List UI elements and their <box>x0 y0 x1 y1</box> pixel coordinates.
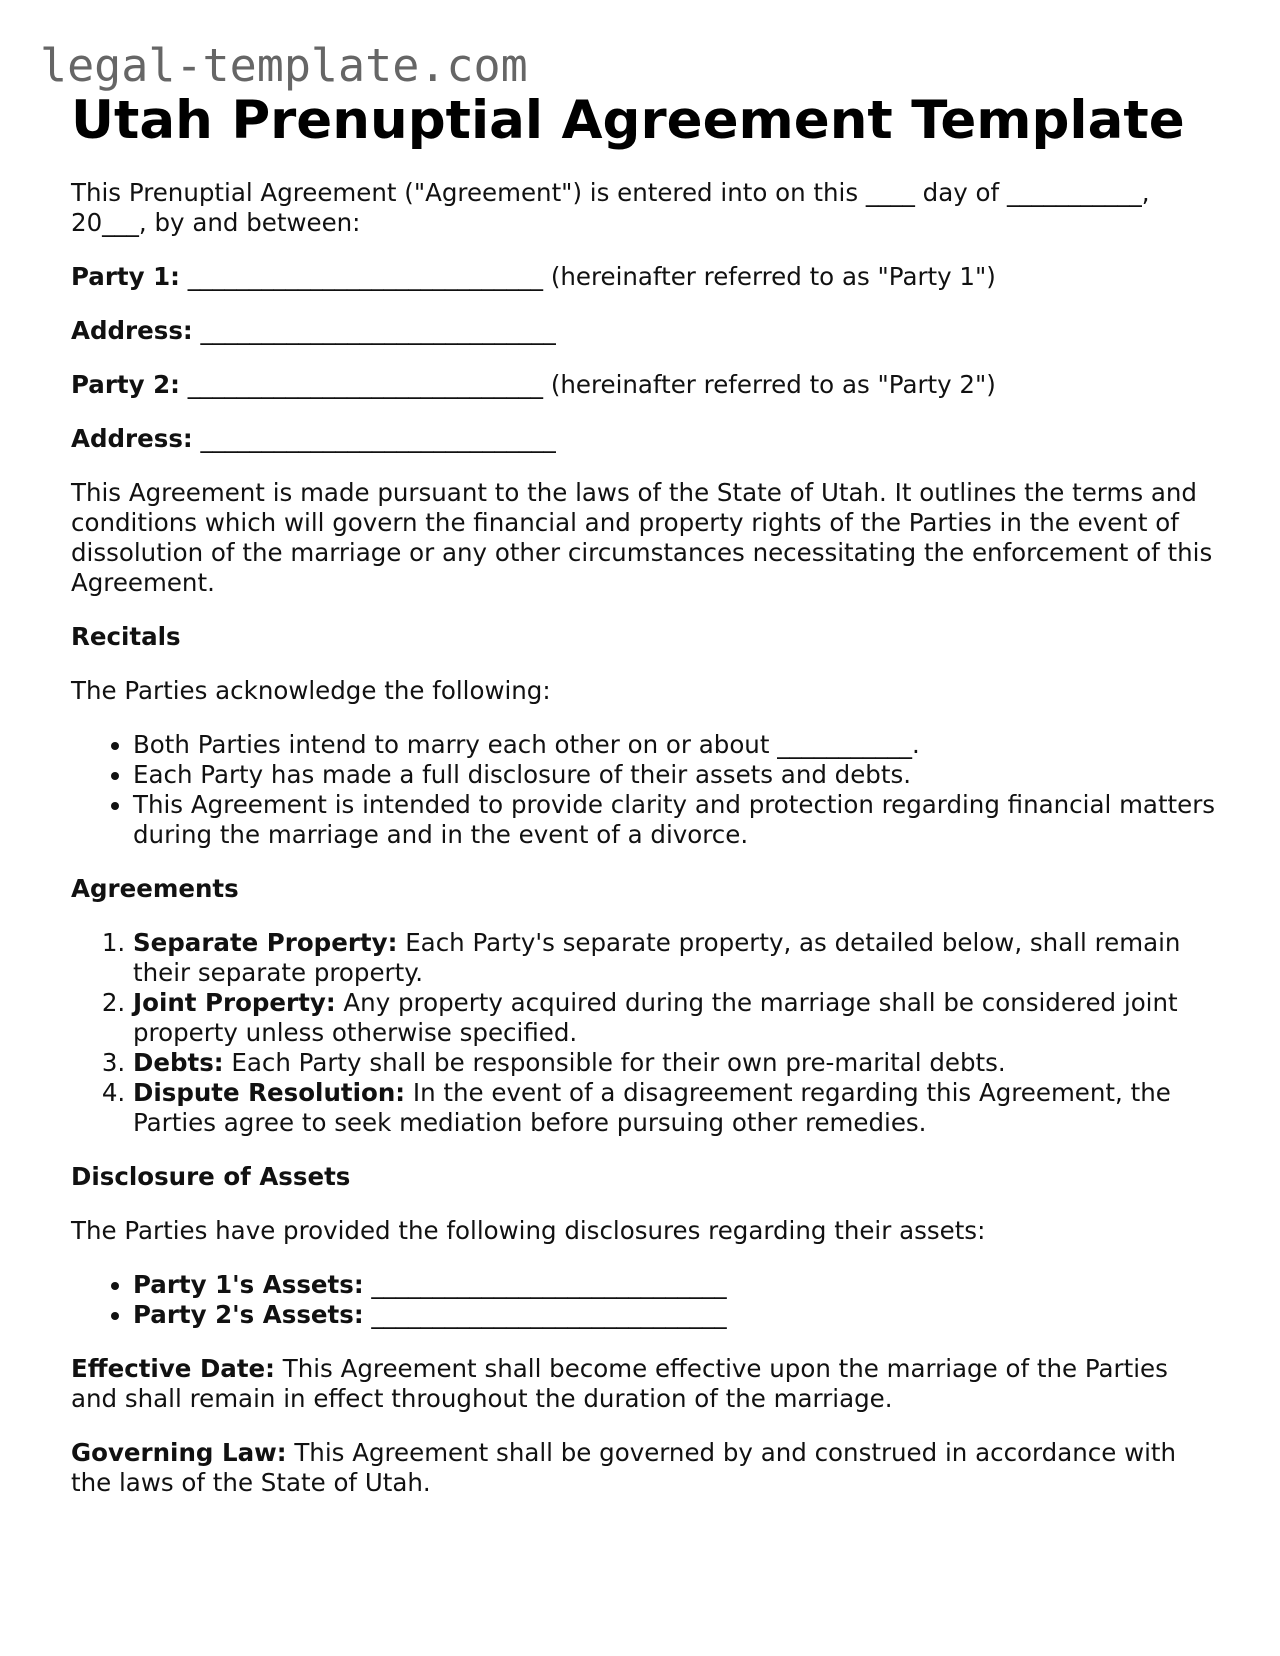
address2-label: Address: <box>71 424 193 453</box>
asset-label: Party 2's Assets: <box>133 1300 364 1329</box>
address2-value: _____________________________ <box>200 424 556 453</box>
intro-paragraph: This Prenuptial Agreement ("Agreement") is entered into on this ____ day of ___________, 20___, by and between: <box>71 178 1150 237</box>
document-title: Utah Prenuptial Agreement Template <box>71 90 1185 151</box>
agreements-heading: Agreements <box>71 874 239 903</box>
recitals-lead: The Parties acknowledge the following: <box>71 676 551 705</box>
effective-date-label: Effective Date: <box>71 1354 275 1383</box>
term-text: Each Party's separate property, as detailed below, shall remain their separate property. <box>133 928 1181 987</box>
governing-law-text: This Agreement shall be governed by and construed in accordance with the laws of the State of Utah. <box>71 1438 1177 1497</box>
recitals-list <box>71 730 1221 850</box>
asset-value: _____________________________ <box>371 1300 727 1329</box>
address1-field <box>71 316 1221 346</box>
term-text: Each Party shall be responsible for their own pre-marital debts. <box>231 1048 1006 1077</box>
list-item <box>133 1078 1221 1138</box>
term-label: Dispute Resolution: <box>133 1078 406 1107</box>
list-item: • Each Party has made a full disclosure of their assets and debts. <box>133 760 1221 790</box>
effective-date-text: This Agreement shall become effective upon the marriage of the Parties and shall remain in effect throughout the duration of the marriage. <box>71 1354 1168 1413</box>
document-body <box>71 86 1221 1498</box>
address1-label: Address: <box>71 316 193 345</box>
agreements-list <box>71 928 1221 1138</box>
site-watermark: legal-template.com <box>40 39 528 92</box>
asset-value: _____________________________ <box>371 1270 727 1299</box>
asset-label: Party 1's Assets: <box>133 1270 364 1299</box>
party2-field <box>71 370 1221 400</box>
list-item: • This Agreement is intended to provide clarity and protection regarding financial matters during the marriage and in the event of a divorce. <box>133 790 1221 850</box>
disclosure-list <box>71 1270 1221 1330</box>
term-label: Separate Property: <box>133 928 398 957</box>
purpose-paragraph: This Agreement is made pursuant to the laws of the State of Utah. It outlines the terms and conditions which will govern the financial and property rights of the Parties in the event of dissolution of the marriage or any other circumstances necessitating the enforcement of this Agreement. <box>71 478 1213 597</box>
list-item: • Both Parties intend to marry each other on or about ___________. <box>133 730 1221 760</box>
term-label: Joint Property: <box>133 988 336 1017</box>
effective-date-paragraph <box>71 1354 1221 1414</box>
term-text: Any property acquired during the marriage shall be considered joint property unless otherwise specified. <box>133 988 1178 1047</box>
party1-field <box>71 262 1221 292</box>
governing-law-label: Governing Law: <box>71 1438 287 1467</box>
party1-value: _____________________________ (hereinafter referred to as "Party 1") <box>187 262 996 291</box>
list-item <box>133 988 1221 1048</box>
list-item <box>133 1048 1221 1078</box>
disclosure-heading: Disclosure of Assets <box>71 1162 351 1191</box>
term-text: In the event of a disagreement regarding this Agreement, the Parties agree to seek mediation before pursuing other remedies. <box>133 1078 1171 1137</box>
term-label: Debts: <box>133 1048 224 1077</box>
list-item <box>133 1270 1221 1300</box>
party2-label: Party 2: <box>71 370 180 399</box>
address1-value: _____________________________ <box>200 316 556 345</box>
list-item <box>133 928 1221 988</box>
party2-value: _____________________________ (hereinafter referred to as "Party 2") <box>187 370 996 399</box>
disclosure-lead: The Parties have provided the following disclosures regarding their assets: <box>71 1216 986 1245</box>
governing-law-paragraph <box>71 1438 1221 1498</box>
party1-label: Party 1: <box>71 262 180 291</box>
list-item <box>133 1300 1221 1330</box>
address2-field <box>71 424 1221 454</box>
recitals-heading: Recitals <box>71 622 181 651</box>
